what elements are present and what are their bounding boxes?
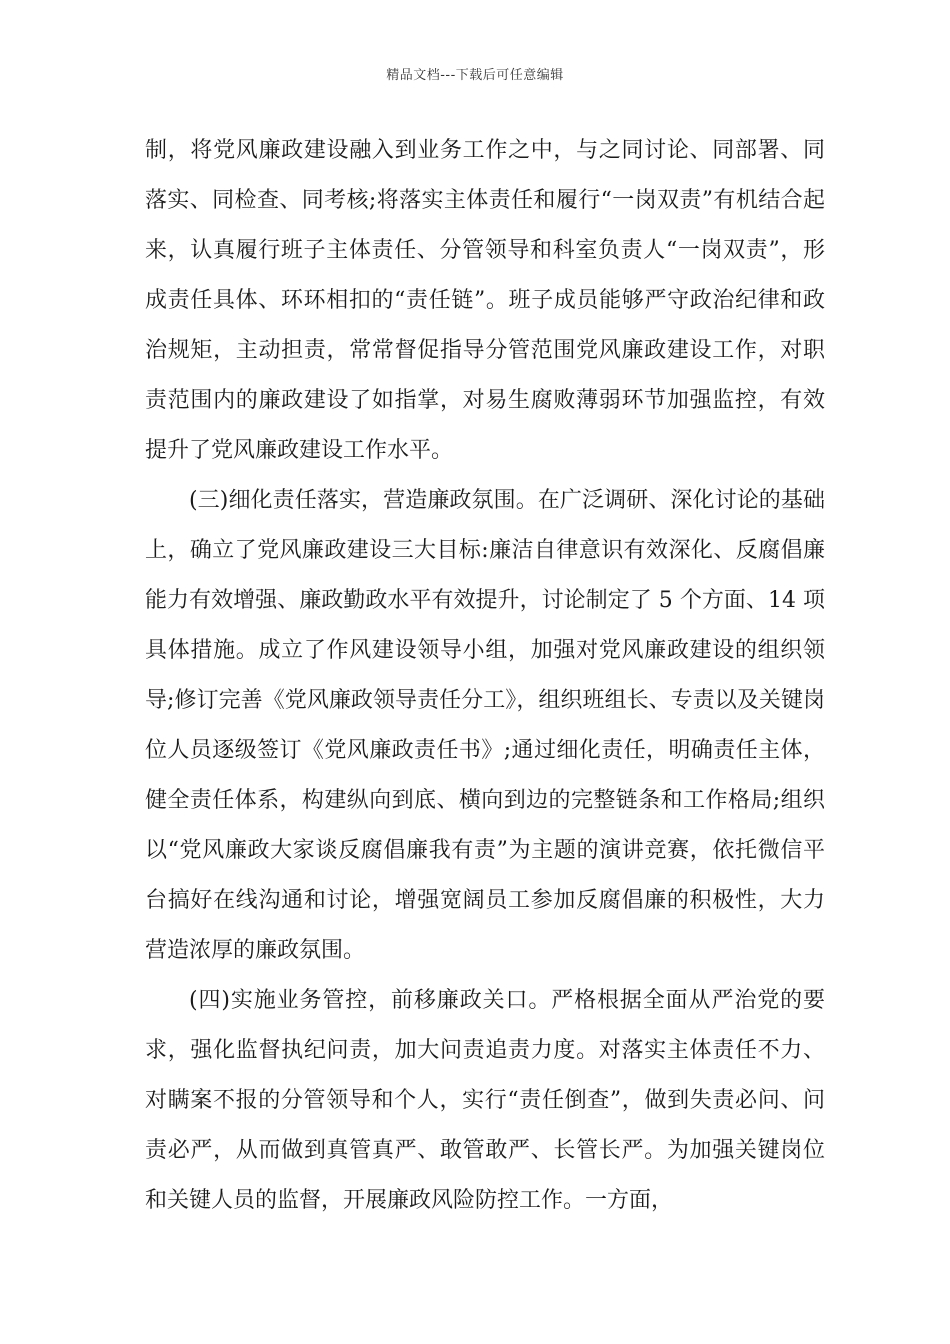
page-header: 精品文档---下载后可任意编辑 — [386, 68, 564, 83]
document-body — [145, 126, 825, 1226]
paragraph-continuation: 制，将党风廉政建设融入到业务工作之中，与之同讨论、同部署、同落实、同检查、同考核;将落实主体责任和履行“一岗双责”有机结合起来，认真履行班子主体责任、分管领导和科室负责人“一岗双责”，形成责任具体、环环相扣的“责任链”。班子成员能够严守政治纪律和政治规矩，主动担责，常常督促指导分管范围党风廉政建设工作，对职责范围内的廉政建设了如指掌，对易生腐败薄弱环节加强监控，有效提升了党风廉政建设工作水平。 — [145, 138, 825, 463]
paragraph-section-four: (四)实施业务管控，前移廉政关口。严格根据全面从严治党的要求，强化监督执纪问责，加大问责追责力度。对落实主体责任不力、对瞒案不报的分管领导和个人，实行“责任倒查”，做到失责必问、问责必严，从而做到真管真严、敢管敢严、长管长严。为加强关键岗位和关键人员的监督，开展廉政风险防控工作。一方面， — [145, 988, 825, 1213]
paragraph-section-three: (三)细化责任落实，营造廉政氛围。在广泛调研、深化讨论的基础上，确立了党风廉政建设三大目标:廉洁自律意识有效深化、反腐倡廉能力有效增强、廉政勤政水平有效提升，讨论制定了 5 个方面、14 项具体措施。成立了作风建设领导小组，加强对党风廉政建设的组织领导;修订完善《党风廉政领导责任分工》，组织班组长、专责以及关键岗位人员逐级签订《党风廉政责任书》;通过细化责任，明确责任主体，健全责任体系，构建纵向到底、横向到边的完整链条和工作格局;组织以“党风廉政大家谈反腐倡廉我有责”为主题的演讲竞赛，依托微信平台搞好在线沟通和讨论，增强宽阔员工参加反腐倡廉的积极性，大力营造浓厚的廉政氛围。 — [145, 488, 825, 963]
